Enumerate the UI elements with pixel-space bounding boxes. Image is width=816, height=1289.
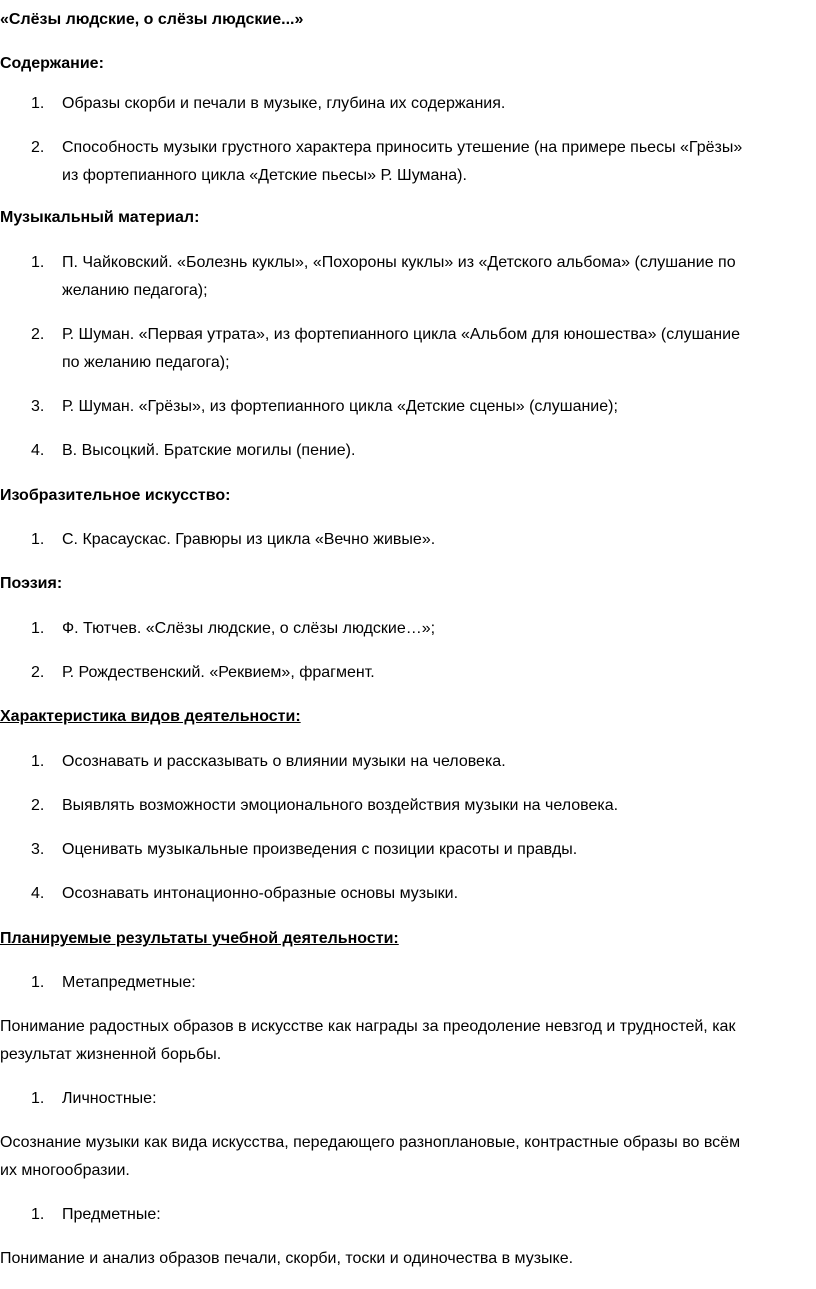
section-heading-content: Содержание: [0,55,104,72]
list-item: Ф. Тютчев. «Слёзы людские, о слёзы людские…»; [62,620,436,637]
list-item-continuation: по желанию педагога); [62,354,230,371]
list-item-number: 1. [31,531,45,548]
list-item-number: 1. [31,1206,45,1223]
list-item: П. Чайковский. «Болезнь куклы», «Похороны куклы» из «Детского альбома» (слушание по [62,254,736,271]
list-item-number: 1. [31,254,45,271]
list-item-number: 4. [31,442,45,459]
list-item: Осознавать интонационно-образные основы музыки. [62,885,459,902]
list-item-number: 3. [31,398,45,415]
list-item-number: 1. [31,95,45,112]
paragraph: Понимание радостных образов в искусстве как награды за преодоление невзгод и трудностей, как [0,1018,736,1035]
list-item: Способность музыки грустного характера приносить утешение (на примере пьесы «Грёзы» [62,139,743,156]
result-label-subject: Предметные: [62,1206,161,1223]
paragraph-continuation: их многообразии. [0,1162,130,1179]
section-heading-music: Музыкальный материал: [0,209,200,226]
list-item: Р. Шуман. «Грёзы», из фортепианного цикла «Детские сцены» (слушание); [62,398,618,415]
list-item: С. Красаускас. Гравюры из цикла «Вечно живые». [62,531,436,548]
section-heading-art: Изобразительное искусство: [0,487,231,504]
list-item-number: 2. [31,326,45,343]
document-title: «Слёзы людские, о слёзы людские...» [0,11,304,28]
list-item-number: 2. [31,139,45,156]
list-item: Образы скорби и печали в музыке, глубина их содержания. [62,95,506,112]
section-heading-poetry: Поэзия: [0,575,63,592]
list-item-number: 1. [31,620,45,637]
list-item: Выявлять возможности эмоционального воздействия музыки на человека. [62,797,619,814]
paragraph: Понимание и анализ образов печали, скорби, тоски и одиночества в музыке. [0,1250,574,1267]
list-item-number: 3. [31,841,45,858]
section-heading-results: Планируемые результаты учебной деятельности: [0,930,399,947]
result-label-metasubject: Метапредметные: [62,974,196,991]
list-item: В. Высоцкий. Братские могилы (пение). [62,442,356,459]
list-item-number: 2. [31,797,45,814]
list-item-continuation: из фортепианного цикла «Детские пьесы» Р. Шумана). [62,167,467,184]
section-heading-activities: Характеристика видов деятельности: [0,708,301,725]
list-item: Р. Шуман. «Первая утрата», из фортепианного цикла «Альбом для юношества» (слушание [62,326,740,343]
list-item-number: 2. [31,664,45,681]
list-item-continuation: желанию педагога); [62,282,208,299]
list-item: Оценивать музыкальные произведения с позиции красоты и правды. [62,841,578,858]
list-item: Осознавать и рассказывать о влиянии музыки на человека. [62,753,506,770]
list-item-number: 4. [31,885,45,902]
list-item-number: 1. [31,1090,45,1107]
list-item-number: 1. [31,974,45,991]
list-item: Р. Рождественский. «Реквием», фрагмент. [62,664,375,681]
paragraph: Осознание музыки как вида искусства, передающего разноплановые, контрастные образы во всём [0,1134,741,1151]
list-item-number: 1. [31,753,45,770]
paragraph-continuation: результат жизненной борьбы. [0,1046,222,1063]
result-label-personal: Личностные: [62,1090,157,1107]
